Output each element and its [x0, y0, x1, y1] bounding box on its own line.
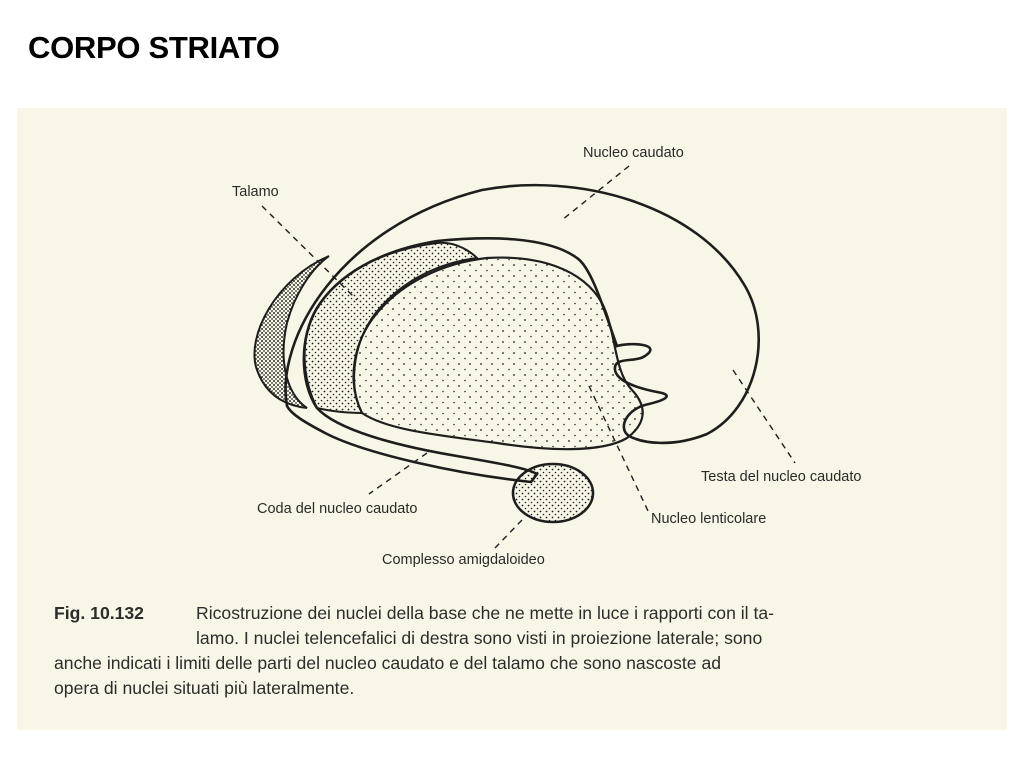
caption-line-2: lamo. I nuclei telencefalici di destra sono visti in proiezione laterale; sono [196, 628, 763, 648]
leader-testa [733, 370, 795, 463]
figure-scan [17, 108, 1007, 730]
label-nucleo-lenticolare: Nucleo lenticolare [651, 511, 767, 527]
label-coda-nucleo-caudato: Coda del nucleo caudato [257, 501, 418, 517]
caption-line-1: Ricostruzione dei nuclei della base che ne mette in luce i rapporti con il ta- [196, 603, 774, 623]
caption-line-4: opera di nuclei situati più lateralmente. [54, 678, 355, 698]
label-talamo: Talamo [232, 184, 279, 200]
amygdaloid-complex [513, 464, 593, 522]
label-testa-nucleo-caudato: Testa del nucleo caudato [701, 469, 862, 485]
label-complesso-amigdaloideo: Complesso amigdaloideo [382, 552, 545, 568]
caption-line-3: anche indicati i limiti delle parti del nucleo caudato e del talamo che sono nascoste ad [54, 653, 722, 673]
leader-talamo [262, 206, 357, 300]
figure-number: Fig. 10.132 [54, 603, 144, 623]
leader-nucleo-caudato [562, 166, 629, 220]
label-nucleo-caudato: Nucleo caudato [583, 145, 684, 161]
slide-title: CORPO STRIATO [28, 30, 280, 65]
leader-amigdala [495, 520, 522, 548]
figure-caption [54, 601, 974, 701]
